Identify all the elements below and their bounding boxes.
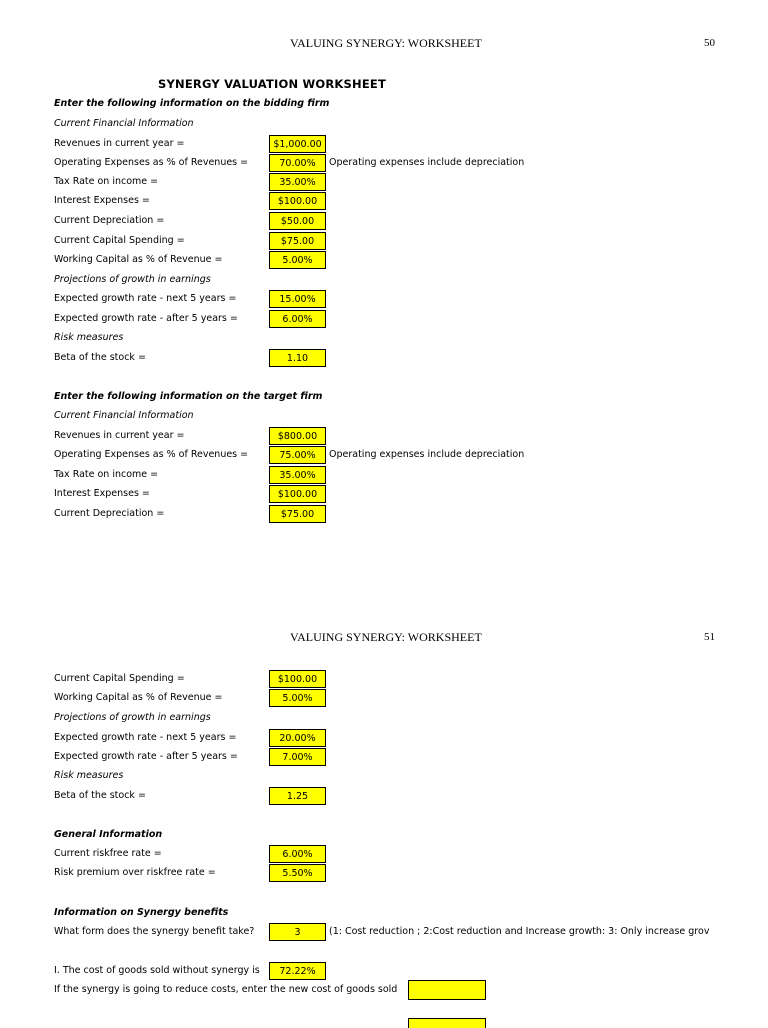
target-growth-next5-label: Expected growth rate - next 5 years = <box>54 732 237 743</box>
bidding-growth-after5-input[interactable]: 6.00% <box>269 310 326 328</box>
page-number: 50 <box>704 37 715 49</box>
target-depreciation-label: Current Depreciation = <box>54 508 165 519</box>
target-risk-subheading: Risk measures <box>54 770 124 781</box>
bidding-revenues-label: Revenues in current year = <box>54 138 185 149</box>
bidding-growth-next5-input[interactable]: 15.00% <box>269 290 326 308</box>
synergy-form-note: (1: Cost reduction ; 2:Cost reduction and Increase growth: 3: Only increase grov <box>329 926 710 937</box>
target-wc-input[interactable]: 5.00% <box>269 689 326 707</box>
bidding-opex-label: Operating Expenses as % of Revenues = <box>54 157 249 168</box>
target-beta-input[interactable]: 1.25 <box>269 787 326 805</box>
target-growth-next5-input[interactable]: 20.00% <box>269 729 326 747</box>
bidding-growth-subheading: Projections of growth in earnings <box>54 274 211 285</box>
target-tax-input[interactable]: 35.00% <box>269 466 326 484</box>
target-firm-heading: Enter the following information on the target firm <box>54 391 323 402</box>
general-info-heading: General Information <box>54 829 163 840</box>
target-beta-label: Beta of the stock = <box>54 790 146 801</box>
synergy-form-input[interactable]: 3 <box>269 923 326 941</box>
new-cogs-label: If the synergy is going to reduce costs, enter the new cost of goods sold <box>54 984 398 995</box>
target-opex-note: Operating expenses include depreciation <box>329 449 525 460</box>
bidding-interest-input[interactable]: $100.00 <box>269 192 326 210</box>
target-revenues-input[interactable]: $800.00 <box>269 427 326 445</box>
bidding-beta-input[interactable]: 1.10 <box>269 349 326 367</box>
target-growth-after5-label: Expected growth rate - after 5 years = <box>54 751 238 762</box>
target-capex-input[interactable]: $100.00 <box>269 670 326 688</box>
bidding-interest-label: Interest Expenses = <box>54 195 150 206</box>
bidding-beta-label: Beta of the stock = <box>54 352 146 363</box>
new-cogs-input[interactable] <box>408 980 486 1000</box>
risk-premium-label: Risk premium over riskfree rate = <box>54 867 216 878</box>
target-opex-input[interactable]: 75.00% <box>269 446 326 464</box>
riskfree-rate-label: Current riskfree rate = <box>54 848 162 859</box>
synergy-form-label: What form does the synergy benefit take? <box>54 926 255 937</box>
target-tax-label: Tax Rate on income = <box>54 469 159 480</box>
bidding-capex-label: Current Capital Spending = <box>54 235 185 246</box>
cogs-input[interactable]: 72.22% <box>269 962 326 980</box>
bidding-depreciation-input[interactable]: $50.00 <box>269 212 326 230</box>
bidding-risk-subheading: Risk measures <box>54 332 124 343</box>
cogs-label: I. The cost of goods sold without synergy is <box>54 965 260 976</box>
target-interest-input[interactable]: $100.00 <box>269 485 326 503</box>
risk-premium-input[interactable]: 5.50% <box>269 864 326 882</box>
bidding-opex-note: Operating expenses include depreciation <box>329 157 525 168</box>
bidding-financial-subheading: Current Financial Information <box>54 118 194 129</box>
target-interest-label: Interest Expenses = <box>54 488 150 499</box>
target-financial-subheading: Current Financial Information <box>54 410 194 421</box>
target-revenues-label: Revenues in current year = <box>54 430 185 441</box>
synergy-heading: Information on Synergy benefits <box>54 907 229 918</box>
target-depreciation-input[interactable]: $75.00 <box>269 505 326 523</box>
bidding-revenues-input[interactable]: $1,000.00 <box>269 135 326 153</box>
bidding-firm-heading: Enter the following information on the bidding firm <box>54 98 330 109</box>
bidding-wc-label: Working Capital as % of Revenue = <box>54 254 223 265</box>
target-growth-subheading: Projections of growth in earnings <box>54 712 211 723</box>
bidding-growth-after5-label: Expected growth rate - after 5 years = <box>54 313 238 324</box>
riskfree-rate-input[interactable]: 6.00% <box>269 845 326 863</box>
target-opex-label: Operating Expenses as % of Revenues = <box>54 449 249 460</box>
worksheet-title: SYNERGY VALUATION WORKSHEET <box>158 77 387 91</box>
bidding-growth-next5-label: Expected growth rate - next 5 years = <box>54 293 237 304</box>
bidding-wc-input[interactable]: 5.00% <box>269 251 326 269</box>
page-header: VALUING SYNERGY: WORKSHEET <box>290 630 482 644</box>
bidding-tax-input[interactable]: 35.00% <box>269 173 326 191</box>
bidding-capex-input[interactable]: $75.00 <box>269 232 326 250</box>
target-capex-label: Current Capital Spending = <box>54 673 185 684</box>
target-growth-after5-input[interactable]: 7.00% <box>269 748 326 766</box>
page-header: VALUING SYNERGY: WORKSHEET <box>290 36 482 50</box>
target-wc-label: Working Capital as % of Revenue = <box>54 692 223 703</box>
bidding-opex-input[interactable]: 70.00% <box>269 154 326 172</box>
bidding-tax-label: Tax Rate on income = <box>54 176 159 187</box>
next-input-cell[interactable] <box>408 1018 486 1028</box>
page-number: 51 <box>704 631 715 643</box>
bidding-depreciation-label: Current Depreciation = <box>54 215 165 226</box>
